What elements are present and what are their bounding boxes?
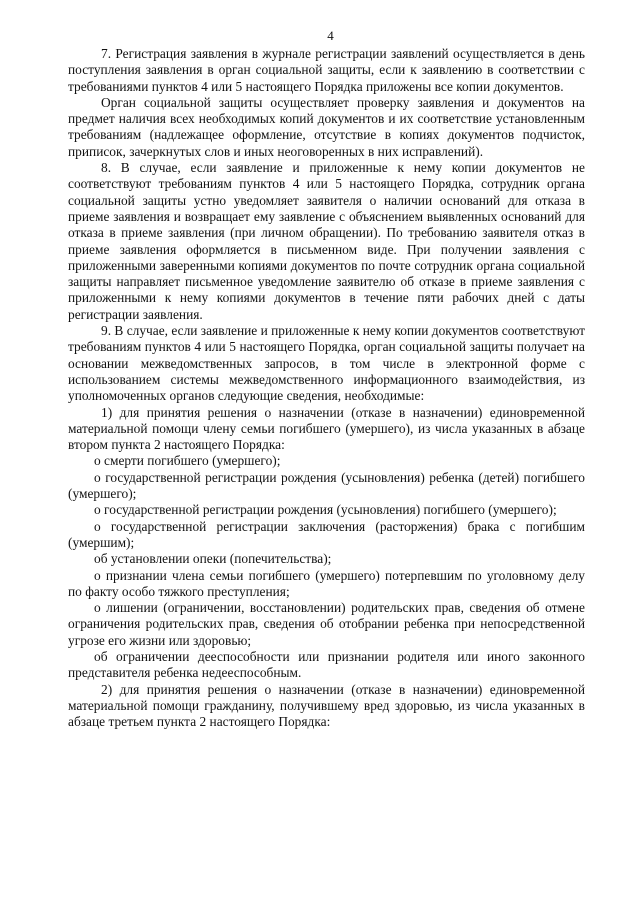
paragraph-9: 9. В случае, если заявление и приложенные к нему копии документов соответствуют требованиям пунктов 4 или 5 настоящего Порядка, орган социальной защиты получает на основании межведомственных запросов, в том числе в электронной форме с использованием системы межведомственного информационного взаимодействия, из уполномоченных органов следующие сведения, необходимые: [68, 323, 585, 404]
list-item-victim: о признании члена семьи погибшего (умершего) потерпевшим по уголовному делу по факту особо тяжкого преступления; [68, 567, 585, 599]
paragraph-7: 7. Регистрация заявления в журнале регистрации заявлений осуществляется в день поступления заявления в орган социальной защиты, если к заявлению в соответствии с требованиями пунктов 4 или 5 настоящего Порядка приложены все копии документов. [68, 46, 585, 94]
document-page [68, 28, 585, 730]
list-item-guardianship: об установлении опеки (попечительства); [94, 551, 332, 567]
list-item-marriage: о государственной регистрации заключения (расторжения) брака с погибшим (умершим); [68, 518, 585, 550]
list-item-death: о смерти погибшего (умершего); [94, 453, 281, 469]
list-item-deceased-birth: о государственной регистрации рождения (усыновления) погибшего (умершего); [94, 502, 557, 518]
list-item-child-birth: о государственной регистрации рождения (усыновления) ребенка (детей) погибшего (умершего); [68, 469, 585, 502]
page-number: 4 [327, 28, 334, 43]
list-item-parental-rights: о лишении (ограничении, восстановлении) родительских прав, сведения об отмене ограничения родительских прав, сведения об отобрании ребенка при непосредственной угрозе его жизни или здоровью; [68, 600, 585, 648]
subitem-1: 1) для принятия решения о назначении (отказе в назначении) единовременной материальной помощи члену семьи погибшего (умершего), из числа указанных в абзаце втором пункта 2 настоящего Порядка: [68, 404, 585, 453]
subitem-2: 2) для принятия решения о назначении (отказе в назначении) единовременной материальной помощи гражданину, получившему вред здоровью, из числа указанных в абзаце третьем пункта 2 настоящего Порядка: [68, 681, 585, 730]
paragraph-8: 8. В случае, если заявление и приложенные к нему копии документов не соответствуют требованиям пунктов 4 или 5 настоящего Порядка, сотрудник органа социальной защиты устно уведомляет заявителя о наличии оснований для отказа в приеме заявления и возвращает ему заявление с объяснением выявленных оснований для отказа в приеме заявления (при личном обращении). По требованию заявителя отказ в приеме заявления оформляется в письменном виде. При получении заявления с приложенными заверенными копиями документов по почте сотрудник органа социальной защиты направляет письменное уведомление заявителю об отказе в приеме заявления с приложенными к нему копиями документов в течение пяти рабочих дней с даты регистрации заявления. [68, 160, 585, 322]
list-item-capacity: об ограничении дееспособности или признании родителя или иного законного представителя ребенка недееспособным. [68, 648, 585, 681]
paragraph-7-check: Орган социальной защиты осуществляет проверку заявления и документов на предмет наличия всех необходимых копий документов и их соответствие установленным требованиям (надлежащее оформление, отсутствие в копиях документов подчисток, приписок, зачеркнутых слов и иных неоговоренных в них исправлений). [68, 94, 585, 159]
